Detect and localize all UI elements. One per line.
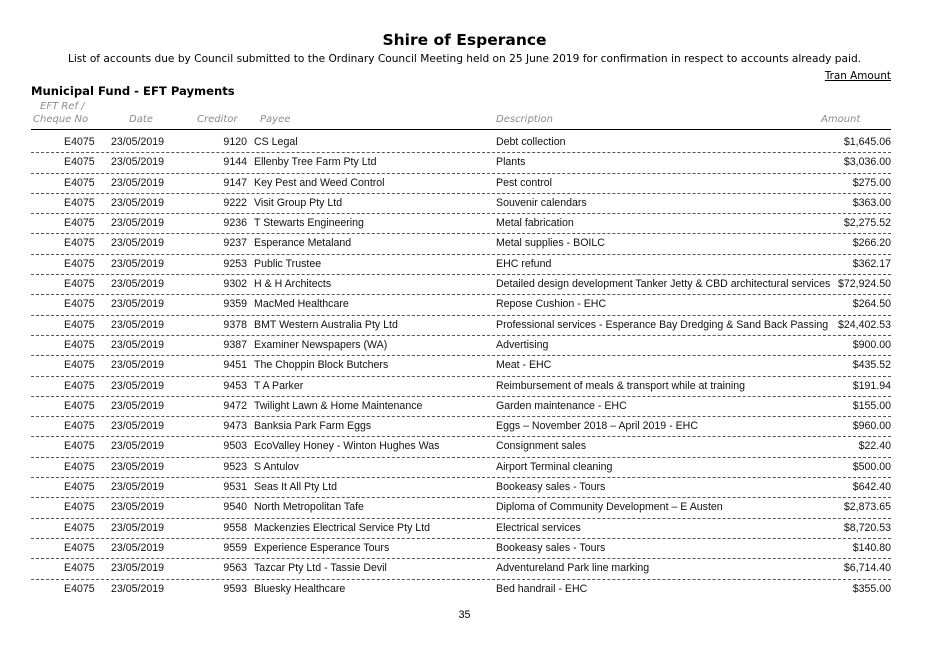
cell-date: 23/05/2019	[111, 460, 165, 473]
cell-amount: $362.17	[852, 257, 891, 270]
cell-payee: MacMed Healthcare	[254, 298, 349, 311]
cell-description: Advertising	[496, 338, 549, 351]
cell-description: Bookeasy sales - Tours	[496, 541, 606, 554]
header-ref-line1: EFT Ref /	[40, 101, 85, 112]
cell-description: Plants	[496, 156, 526, 169]
table-row	[31, 559, 891, 579]
cell-amount: $900.00	[852, 338, 891, 351]
cell-creditor: 9120	[223, 136, 247, 148]
cell-amount: $2,873.65	[843, 501, 891, 514]
cell-description: Eggs – November 2018 – April 2019 - EHC	[496, 420, 698, 433]
cell-description: Professional services - Esperance Bay Dredging & Sand Back Passing	[496, 318, 829, 331]
document-subtitle: List of accounts due by Council submitted to the Ordinary Council Meeting held on 25 June 2019 for confirmation in respect to accounts already paid.	[67, 53, 862, 65]
cell-description: Electrical services	[496, 521, 581, 534]
cell-amount: $266.20	[852, 237, 891, 250]
cell-creditor: 9378	[223, 318, 247, 331]
table-row	[31, 417, 891, 437]
cell-payee: Banksia Park Farm Eggs	[254, 420, 372, 433]
cell-date: 23/05/2019	[111, 541, 165, 554]
header-date: Date	[129, 114, 153, 125]
cell-creditor: 9253	[223, 257, 247, 270]
cell-creditor: 9473	[223, 420, 247, 433]
cell-payee: Key Pest and Weed Control	[254, 176, 385, 189]
cell-date: 23/05/2019	[111, 338, 165, 351]
cell-amount: $275.00	[852, 176, 891, 189]
cell-payee: Seas It All Pty Ltd	[254, 481, 338, 494]
cell-amount: $3,036.00	[843, 156, 891, 169]
cell-payee: T A Parker	[254, 379, 304, 392]
cell-payee: North Metropolitan Tafe	[254, 501, 364, 514]
table-row	[31, 458, 891, 478]
header-description: Description	[496, 114, 553, 125]
table-row	[31, 255, 891, 275]
header-amount: Amount	[821, 114, 861, 125]
cell-description: Adventureland Park line marking	[496, 562, 650, 575]
cell-creditor: 9531	[223, 481, 247, 494]
cell-creditor: 9472	[223, 399, 247, 412]
header-ref-line2: Cheque No	[33, 114, 89, 125]
cell-payee: EcoValley Honey - Winton Hughes Was	[254, 440, 440, 453]
cell-creditor: 9503	[223, 440, 247, 453]
cell-ref: E4075	[64, 298, 95, 311]
cell-ref: E4075	[64, 399, 95, 412]
cell-ref: E4075	[64, 440, 95, 453]
cell-creditor: 9540	[223, 501, 247, 514]
cell-creditor: 9222	[223, 196, 247, 209]
table-row	[31, 174, 891, 194]
cell-description: Debt collection	[496, 136, 566, 148]
table-row	[31, 356, 891, 376]
cell-creditor: 9558	[223, 521, 247, 534]
accounts-table	[31, 133, 891, 599]
cell-description: Consignment sales	[496, 440, 587, 453]
cell-payee: Ellenby Tree Farm Pty Ltd	[254, 156, 377, 169]
table-row	[31, 234, 891, 254]
cell-ref: E4075	[64, 460, 95, 473]
cell-ref: E4075	[64, 379, 95, 392]
table-row	[31, 194, 891, 214]
cell-creditor: 9387	[223, 338, 247, 351]
cell-payee: Public Trustee	[254, 257, 322, 270]
cell-ref: E4075	[64, 237, 95, 250]
cell-ref: E4075	[64, 521, 95, 534]
cell-payee: Mackenzies Electrical Service Pty Ltd	[254, 521, 431, 534]
cell-creditor: 9236	[223, 217, 247, 230]
cell-description: Pest control	[496, 176, 552, 189]
cell-payee: Bluesky Healthcare	[254, 582, 346, 595]
cell-amount: $2,275.52	[843, 217, 891, 230]
cell-date: 23/05/2019	[111, 582, 165, 595]
cell-date: 23/05/2019	[111, 359, 165, 372]
page-number: 35	[458, 609, 471, 621]
cell-creditor: 9144	[223, 156, 247, 169]
cell-amount: $642.40	[852, 481, 891, 494]
cell-amount: $500.00	[852, 460, 891, 473]
cell-date: 23/05/2019	[111, 501, 165, 514]
cell-ref: E4075	[64, 196, 95, 209]
cell-description: Meat - EHC	[496, 359, 552, 372]
cell-description: Metal fabrication	[496, 217, 574, 230]
cell-ref: E4075	[64, 217, 95, 230]
cell-amount: $1,645.06	[843, 136, 891, 148]
cell-ref: E4075	[64, 562, 95, 575]
tran-amount-label: Tran Amount	[824, 70, 891, 82]
cell-amount: $960.00	[852, 420, 891, 433]
document-title: Shire of Esperance	[382, 31, 547, 49]
cell-date: 23/05/2019	[111, 176, 165, 189]
cell-payee: Experience Esperance Tours	[254, 541, 390, 554]
table-row	[31, 336, 891, 356]
cell-date: 23/05/2019	[111, 217, 165, 230]
cell-creditor: 9593	[223, 582, 247, 595]
cell-creditor: 9237	[223, 237, 247, 250]
header-rule	[31, 129, 891, 130]
cell-description: Metal supplies - BOILC	[496, 237, 605, 250]
table-row	[31, 133, 891, 153]
cell-ref: E4075	[64, 278, 95, 291]
cell-creditor: 9451	[223, 359, 247, 372]
table-row	[31, 580, 891, 599]
cell-description: Diploma of Community Development – E Austen	[496, 501, 723, 514]
section-title: Municipal Fund - EFT Payments	[31, 84, 235, 98]
cell-date: 23/05/2019	[111, 156, 165, 169]
cell-creditor: 9559	[223, 541, 247, 554]
cell-amount: $72,924.50	[837, 278, 891, 291]
cell-payee: Twilight Lawn & Home Maintenance	[254, 399, 423, 412]
cell-amount: $435.52	[852, 359, 891, 372]
cell-description: Repose Cushion - EHC	[496, 298, 607, 311]
cell-creditor: 9453	[223, 379, 247, 392]
cell-ref: E4075	[64, 481, 95, 494]
cell-ref: E4075	[64, 359, 95, 372]
cell-payee: Esperance Metaland	[254, 237, 352, 250]
cell-description: Souvenir calendars	[496, 196, 587, 209]
table-row	[31, 397, 891, 417]
cell-creditor: 9147	[223, 176, 247, 189]
cell-creditor: 9563	[223, 562, 247, 575]
cell-amount: $8,720.53	[843, 521, 891, 534]
cell-amount: $155.00	[852, 399, 891, 412]
cell-date: 23/05/2019	[111, 399, 165, 412]
cell-date: 23/05/2019	[111, 298, 165, 311]
cell-amount: $22.40	[858, 440, 891, 453]
cell-creditor: 9359	[223, 298, 247, 311]
cell-amount: $264.50	[852, 298, 891, 311]
cell-payee: Examiner Newspapers (WA)	[254, 338, 388, 351]
cell-amount: $6,714.40	[843, 562, 891, 575]
cell-amount: $24,402.53	[837, 318, 891, 331]
cell-payee: S Antulov	[254, 460, 299, 473]
cell-amount: $355.00	[852, 582, 891, 595]
cell-ref: E4075	[64, 156, 95, 169]
cell-creditor: 9523	[223, 460, 247, 473]
header-creditor: Creditor	[197, 114, 238, 125]
cell-payee: Tazcar Pty Ltd - Tassie Devil	[254, 562, 387, 575]
table-row	[31, 498, 891, 518]
cell-ref: E4075	[64, 338, 95, 351]
table-row	[31, 316, 891, 336]
cell-ref: E4075	[64, 541, 95, 554]
cell-ref: E4075	[64, 136, 95, 148]
table-row	[31, 519, 891, 539]
cell-description: Bed handrail - EHC	[496, 582, 588, 595]
table-row	[31, 377, 891, 397]
cell-payee: T Stewarts Engineering	[254, 217, 364, 230]
table-row	[31, 214, 891, 234]
table-row	[31, 275, 891, 295]
cell-description: Airport Terminal cleaning	[496, 460, 613, 473]
cell-date: 23/05/2019	[111, 278, 165, 291]
cell-payee: H & H Architects	[254, 278, 332, 291]
cell-date: 23/05/2019	[111, 562, 165, 575]
table-row	[31, 153, 891, 173]
table-row	[31, 437, 891, 457]
cell-ref: E4075	[64, 257, 95, 270]
cell-ref: E4075	[64, 582, 95, 595]
cell-date: 23/05/2019	[111, 481, 165, 494]
cell-date: 23/05/2019	[111, 521, 165, 534]
cell-description: Garden maintenance - EHC	[496, 399, 627, 412]
cell-amount: $363.00	[852, 196, 891, 209]
cell-description: Bookeasy sales - Tours	[496, 481, 606, 494]
cell-description: EHC refund	[496, 257, 552, 270]
cell-amount: $191.94	[852, 379, 891, 392]
cell-amount: $140.80	[852, 541, 891, 554]
cell-payee: CS Legal	[254, 136, 298, 148]
cell-date: 23/05/2019	[111, 318, 165, 331]
cell-creditor: 9302	[223, 278, 247, 291]
cell-description: Detailed design development Tanker Jetty & CBD architectural services	[496, 278, 831, 291]
cell-date: 23/05/2019	[111, 379, 165, 392]
cell-date: 23/05/2019	[111, 237, 165, 250]
cell-payee: Visit Group Pty Ltd	[254, 196, 343, 209]
cell-date: 23/05/2019	[111, 440, 165, 453]
cell-date: 23/05/2019	[111, 420, 165, 433]
cell-ref: E4075	[64, 420, 95, 433]
cell-payee: The Choppin Block Butchers	[254, 359, 389, 372]
cell-payee: BMT Western Australia Pty Ltd	[254, 318, 398, 331]
cell-ref: E4075	[64, 501, 95, 514]
table-row	[31, 478, 891, 498]
table-row	[31, 295, 891, 315]
cell-ref: E4075	[64, 318, 95, 331]
cell-ref: E4075	[64, 176, 95, 189]
cell-date: 23/05/2019	[111, 136, 165, 148]
cell-date: 23/05/2019	[111, 257, 165, 270]
header-payee: Payee	[260, 114, 291, 125]
table-row	[31, 539, 891, 559]
cell-description: Reimbursement of meals & transport while at training	[496, 379, 746, 392]
cell-date: 23/05/2019	[111, 196, 165, 209]
